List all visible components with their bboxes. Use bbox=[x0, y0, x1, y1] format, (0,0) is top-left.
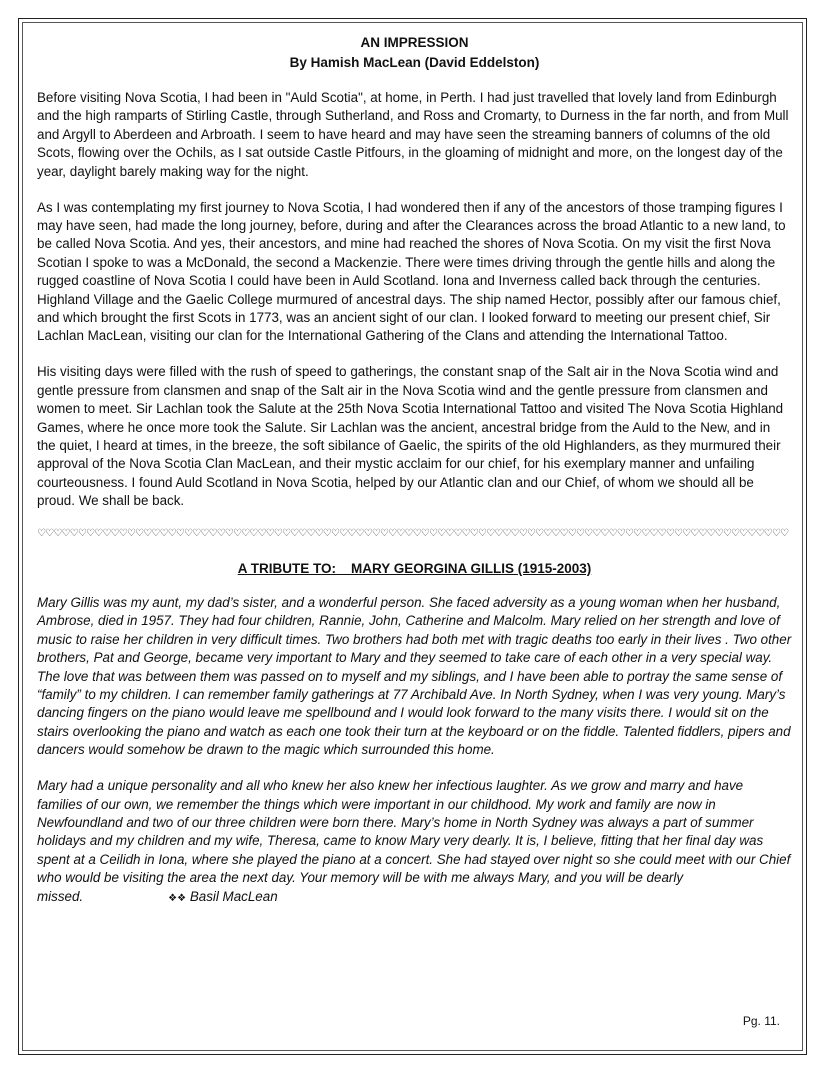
impression-paragraph-3: His visiting days were filled with the rush of speed to gatherings, the constant snap of the Salt air in the Nova Scotia wind and gentle pressure from clansmen and snap of the Salt air in the Nova Scotia wind and the gentle pressure from clansmen and women to meet. Sir Lachlan took the Salute at the 25th Nova Scotia International Tattoo and visited The Nova Scotia Highland Games, where he once more took the Salute. Sir Lachlan was the ancient, ancestral bridge from the Auld to the New, and in the quiet, I heard at times, in the breeze, the soft sibilance of Gaelic, the spirits of the old Highlanders, as they murmured their approval of the Nova Scotia Clan MacLean, and their mystic acclaim for our chief, for his exemplary manner and unfailing courteousness. I found Auld Scotland in Nova Scotia, helped by our Atlantic clan and our Chief, of whom we should all be proud. We shall be back. bbox=[37, 364, 784, 509]
tribute-heading: A TRIBUTE TO: MARY GEORGINA GILLIS (1915-2003) bbox=[237, 561, 592, 577]
page-content bbox=[37, 33, 792, 926]
signature-block bbox=[83, 889, 278, 904]
impression-title: AN IMPRESSION bbox=[360, 35, 469, 50]
diamond-ornament-icon: ❖❖ bbox=[168, 892, 187, 904]
tribute-paragraph-2 bbox=[37, 777, 792, 908]
page-number: Pg. 11. bbox=[742, 1014, 780, 1028]
tribute-paragraph-2-text: Mary had a unique personality and all who knew her also knew her infectious laughter. As we grow and marry and have families of our own, we remember the things which were important in our childhood. My work and family are now in Newfoundland and two of our three children were born there. Mary’s home in North Sydney was always a part of summer holidays and my children and my wife, Theresa, came to know Mary very dearly. It is, I believe, fitting that her final day was spent at a Ceilidh in Iona, where she played the piano at a concert. She had stayed over night so she could meet with our Chief who would be visiting the area the next day. Your memory will be with me always Mary, and you will be dearly missed. bbox=[37, 778, 791, 904]
impression-paragraph-1: Before visiting Nova Scotia, I had been in "Auld Scotia", at home, in Perth. I had just travelled that lovely land from Edinburgh and the high ramparts of Stirling Castle, through Sutherland, and Ross and Cromarty, to Durness in the far north, and from Mull and Argyll to Aberdeen and Arbroath. I seem to have heard and may have seen the streaming banners of columns of the old Scots, flowing over the Ochils, as I sat outside Castle Pitfours, in the gloaming of midnight and more, on the longest day of the year, daylight barely making way for the night. bbox=[37, 90, 789, 179]
heart-divider: ♡♡♡♡♡♡♡♡♡♡♡♡♡♡♡♡♡♡♡♡♡♡♡♡♡♡♡♡♡♡♡♡♡♡♡♡♡♡♡♡♡♡♡♡♡♡♡♡♡♡♡♡♡♡♡♡♡♡♡♡♡♡♡♡♡♡♡♡♡♡♡♡♡♡♡♡♡♡♡♡♡♡♡♡♡♡♡♡♡♡♡♡ bbox=[37, 528, 789, 540]
tribute-paragraph-1: Mary Gillis was my aunt, my dad’s sister, and a wonderful person. She faced adversity as a young woman when her husband, Ambrose, died in 1957. They had four children, Rannie, John, Catherine and Malcolm. Mary relied on her strength and love of music to raise her children in very difficult times. Two brothers had both met with tragic deaths too early in their lives . Two other brothers, Pat and George, became very important to Mary and they seemed to take care of each other in a very special way. The love that was between them was passed on to myself and my siblings, and I have been able to portray the same sense of “family” to my children. I can remember family gatherings at 77 Archibald Ave. In North Sydney, when I was very young. Mary’s dancing fingers on the piano would leave me spellbound and I would look forward to the many visits there. I would sit on the stairs overlooking the piano and watch as each one took their turn at the keyboard or on the fiddle. Talented fiddlers, pipers and dancers would somehow be drawn to the magic which surrounded this home. bbox=[37, 595, 792, 758]
impression-byline: By Hamish MacLean (David Eddelston) bbox=[289, 55, 540, 70]
signature-name: Basil MacLean bbox=[189, 888, 278, 904]
newsletter-page bbox=[18, 18, 807, 1055]
impression-paragraph-2: As I was contemplating my first journey to Nova Scotia, I had wondered then if any of the ancestors of those tramping figures I may have seen, had made the long journey, before, during and after the Clearances across the broad Atlantic to a new land, to be called Nova Scotia. And yes, their ancestors, and mine had reached the shores of Nova Scotia. On my visit the first Nova Scotian I spoke to was a McDonald, the second a Mackenzie. There were times driving through the gentle hills and along the rugged coastline of Nova Scotia I could have been in Auld Scotland. Iona and Inverness called back through the centuries. Highland Village and the Gaelic College murmured of ancestral days. The ship named Hector, possibly after our famous chief, and which brought the first Scots in 1773, was an ancient sight of our clan. I looked forward to meeting our present chief, Sir Lachlan MacLean, visiting our clan for the International Gathering of the Clans and attending the International Tattoo. bbox=[37, 199, 786, 344]
